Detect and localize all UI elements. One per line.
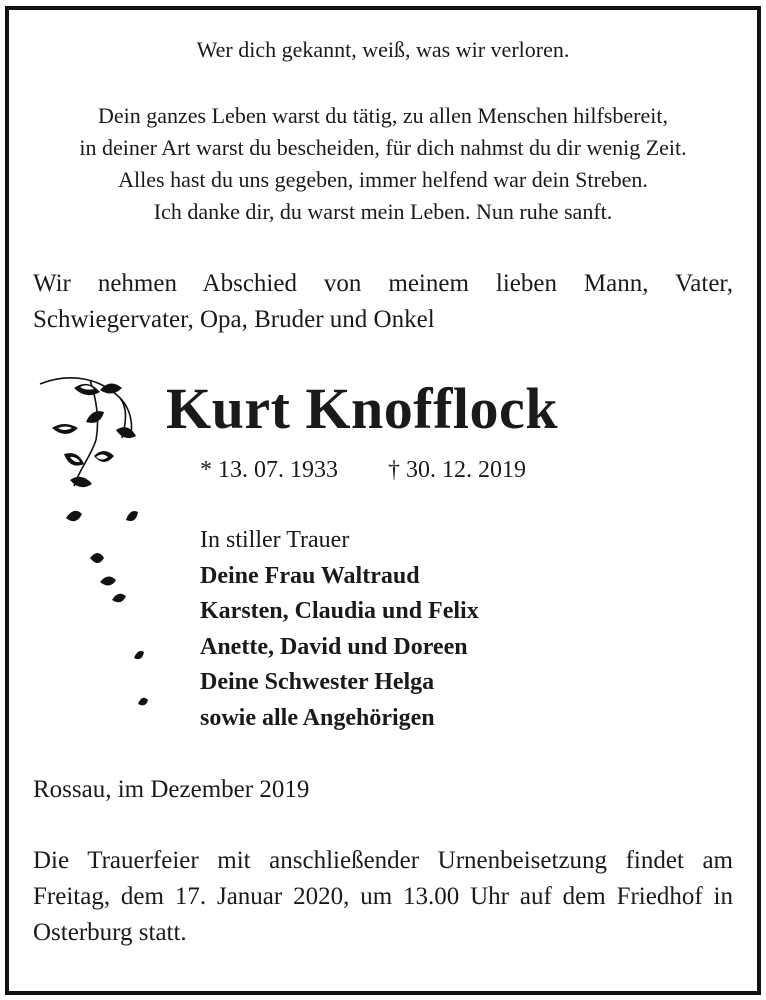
birth-date: * 13. 07. 1933 xyxy=(200,457,338,483)
farewell-intro: Wir nehmen Abschied von meinem lieben Mann, Vater, Schwiegervater, Opa, Bruder und Onkel xyxy=(33,270,733,333)
mourner-entry: Anette, David und Doreen xyxy=(200,633,468,660)
poem-line: Alles hast du uns gegeben, immer helfend war dein Streben. xyxy=(118,167,648,192)
poem-line: Ich danke dir, du warst mein Leben. Nun ruhe sanft. xyxy=(153,199,613,224)
mourner-entry: Deine Frau Waltraud xyxy=(200,562,420,589)
mourner-entry: Deine Schwester Helga xyxy=(200,669,435,695)
mourning-lead: In stiller Trauer xyxy=(200,527,350,553)
poem-line: Wer dich gekannt, weiß, was wir verloren. xyxy=(196,37,570,62)
death-date: † 30. 12. 2019 xyxy=(388,457,526,483)
deceased-name: Kurt Knofflock xyxy=(166,376,559,441)
mourners-list xyxy=(200,523,720,736)
mourner-entry: Karsten, Claudia und Felix xyxy=(200,598,479,624)
life-dates xyxy=(200,453,700,487)
poem-line: in deiner Art warst du bescheiden, für dich nahmst du dir wenig Zeit. xyxy=(79,135,687,160)
memorial-poem xyxy=(0,34,766,228)
funeral-details: Die Trauerfeier mit anschließender Urnenbeisetzung findet am Freitag, dem 17. Januar 2020, um 13.00 Uhr auf dem Friedhof in Osterburg statt. xyxy=(33,847,733,946)
poem-line: Dein ganzes Leben warst du tätig, zu allen Menschen hilfsbereit, xyxy=(98,103,668,128)
place-and-date: Rossau, im Dezember 2019 xyxy=(33,776,310,803)
leaf-branch-icon xyxy=(30,368,170,748)
mourner-entry: sowie alle Angehörigen xyxy=(200,704,435,731)
